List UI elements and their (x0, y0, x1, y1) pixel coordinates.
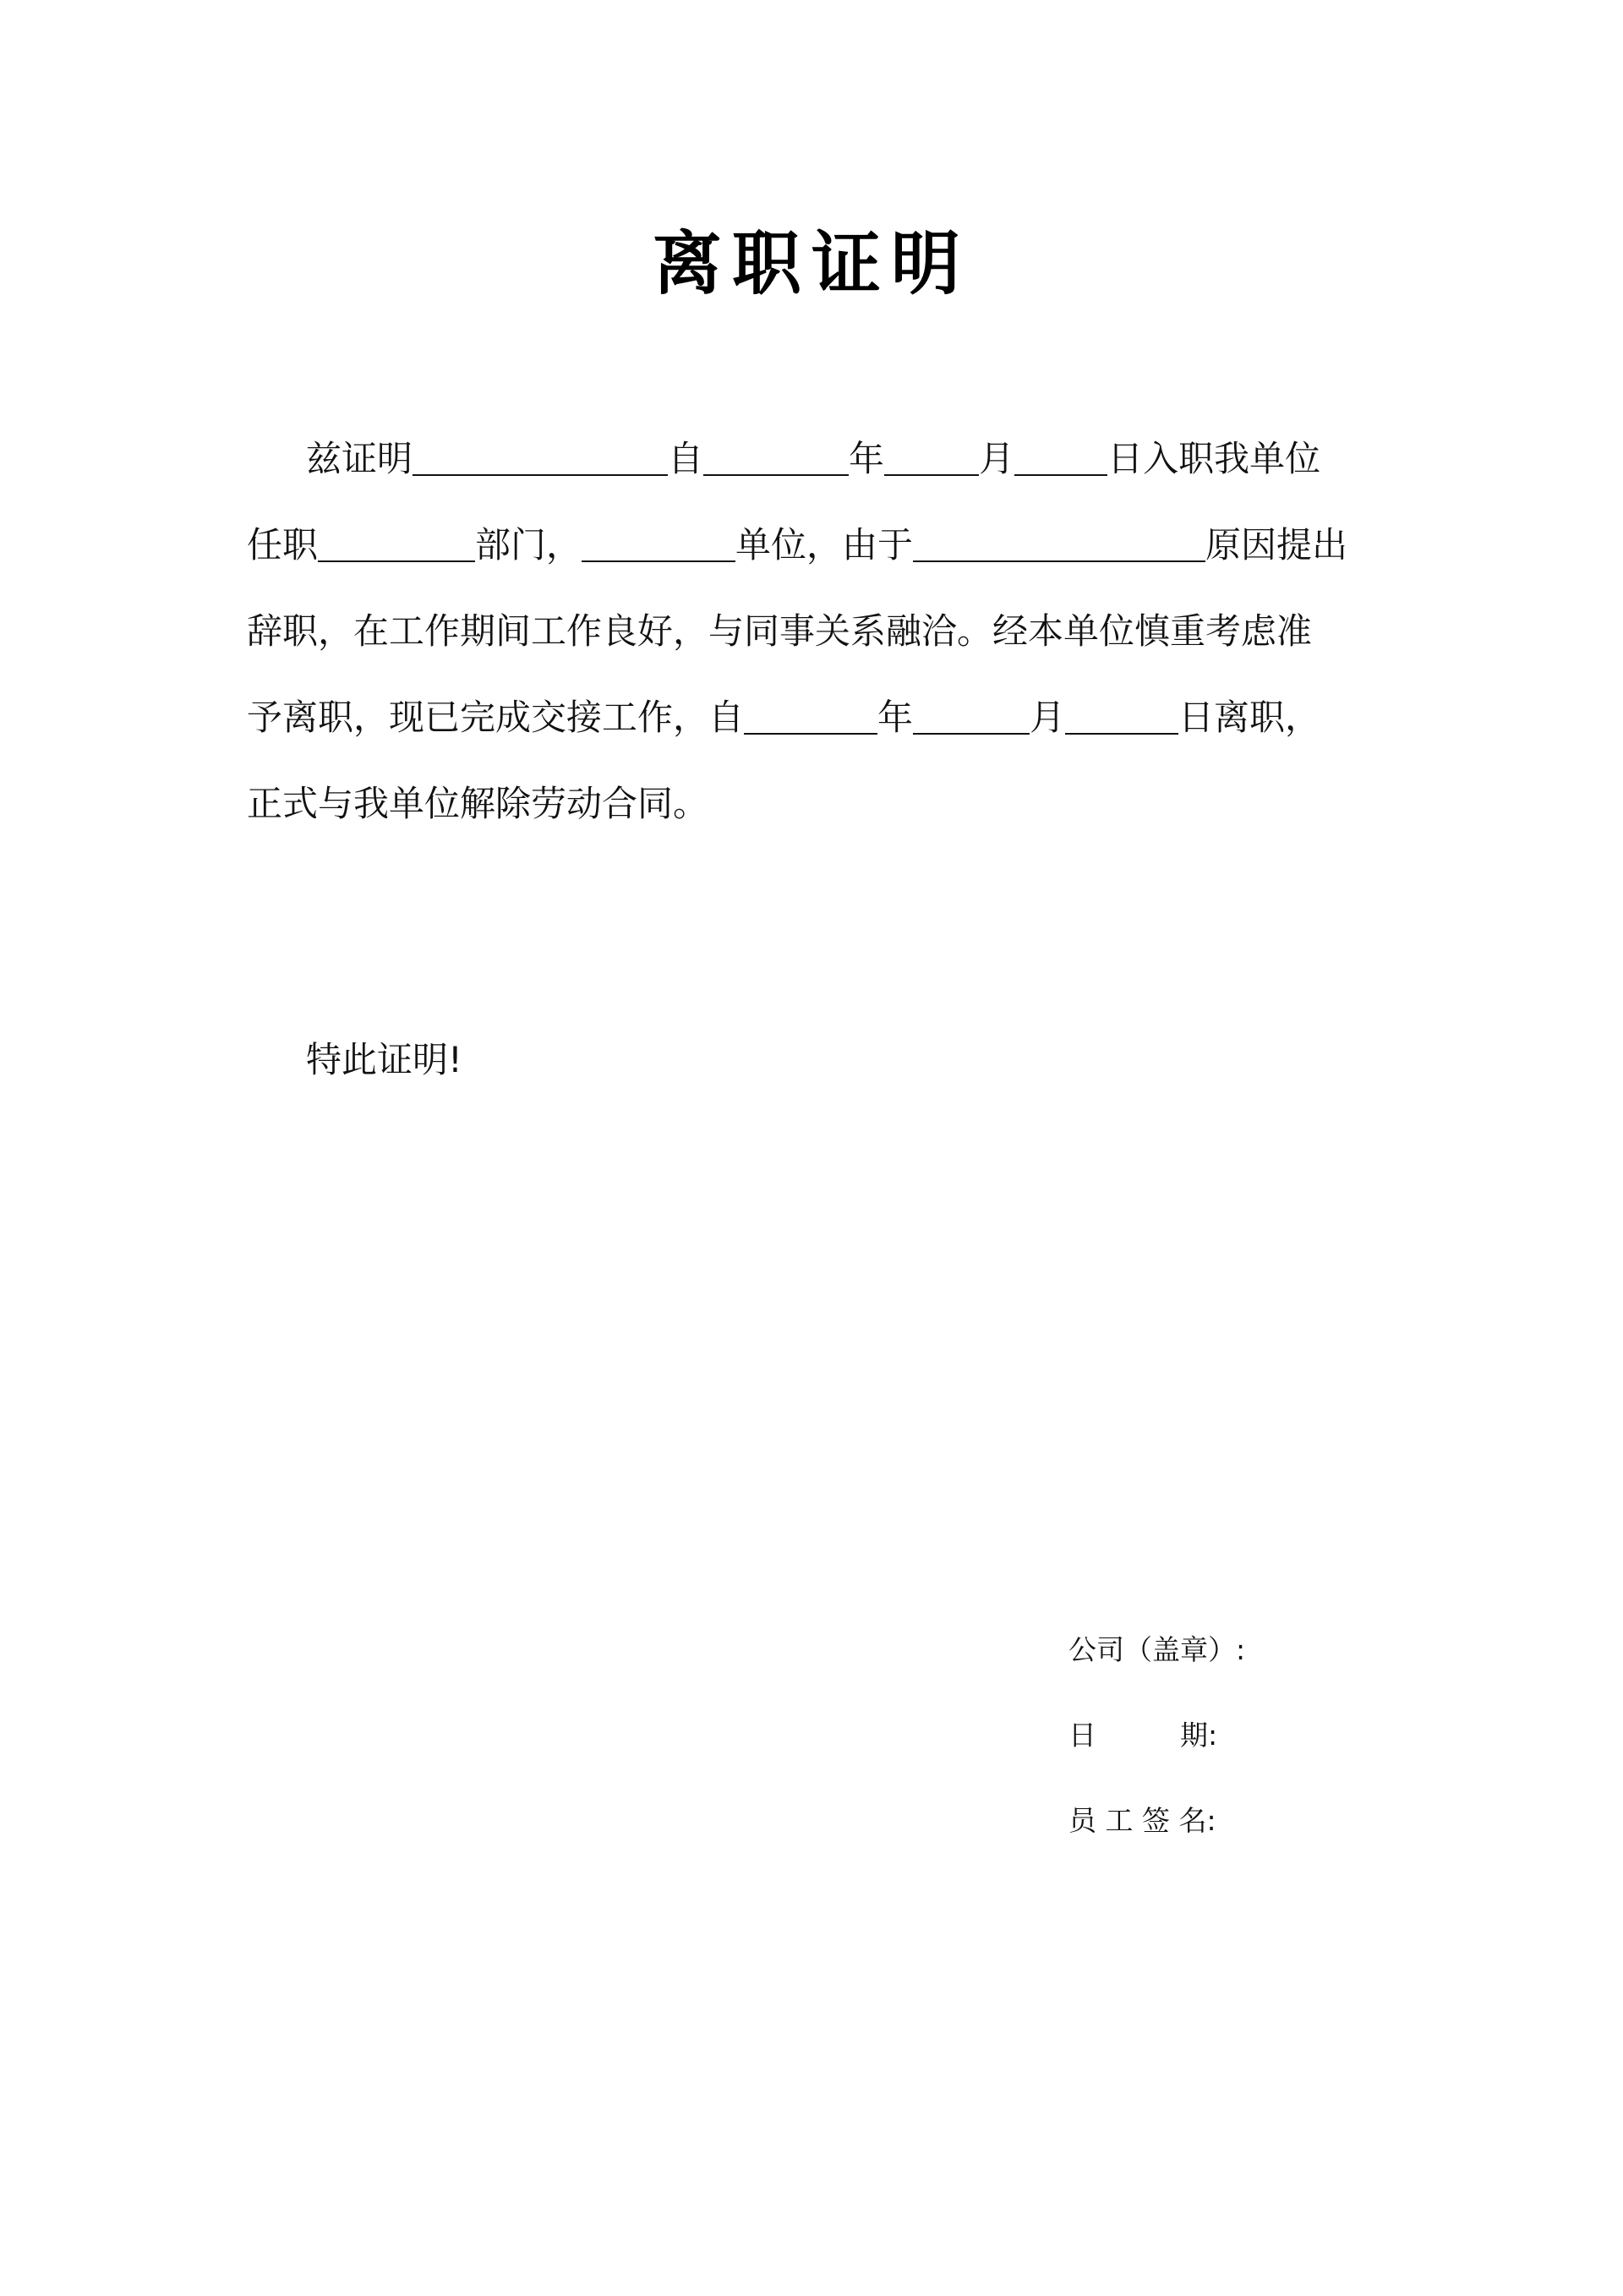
paragraph-line-3 (247, 588, 1380, 675)
document-title: 离职证明 (652, 223, 970, 304)
entry-day-blank[interactable] (1014, 440, 1107, 476)
text-segment: 正式与我单位解除劳动合同。 (247, 783, 709, 824)
text-segment: 任职 (247, 524, 319, 566)
text-segment: 月 (979, 438, 1015, 479)
reason-blank[interactable] (913, 527, 1205, 562)
text-segment: 月 (1030, 697, 1066, 738)
paragraph-line-5 (247, 761, 1380, 847)
employee-signature-label: 员 工 签 名: (1068, 1804, 1216, 1837)
entry-month-blank[interactable] (884, 440, 979, 476)
company-seal-label: 公司（盖章）: (1068, 1633, 1246, 1666)
paragraph-line-1 (247, 416, 1380, 502)
company-seal-row[interactable] (1068, 1625, 1245, 1710)
signature-block (1068, 1625, 1245, 1881)
paragraph-line-2 (247, 502, 1380, 588)
date-label: 日 期: (1068, 1719, 1218, 1752)
text-segment: 日离职， (1178, 697, 1321, 738)
leave-day-blank[interactable] (1065, 699, 1178, 735)
text-segment: 兹证明 (306, 438, 413, 479)
text-segment: 日入职我单位 (1107, 438, 1321, 479)
leave-month-blank[interactable] (913, 699, 1030, 735)
date-row[interactable] (1068, 1710, 1245, 1796)
department-blank[interactable] (318, 527, 475, 562)
entry-year-blank[interactable] (703, 440, 849, 476)
text-segment: 年 (849, 438, 885, 479)
text-segment: 自 (668, 438, 704, 479)
text-segment: 年 (877, 697, 914, 738)
certificate-paragraph (247, 416, 1380, 847)
paragraph-line-4 (247, 675, 1380, 761)
unit-blank[interactable] (582, 527, 735, 562)
text-segment: 予离职，现已完成交接工作，自 (247, 697, 745, 738)
text-segment: 辞职，在工作期间工作良好，与同事关系融洽。经本单位慎重考虑准 (247, 610, 1313, 652)
text-segment: 单位，由于 (735, 524, 914, 566)
employee-signature-row[interactable] (1068, 1796, 1245, 1881)
text-segment: 原因提出 (1205, 524, 1348, 566)
text-segment: 部门， (475, 524, 582, 566)
leave-year-blank[interactable] (744, 699, 877, 735)
closing-statement: 特此证明! (306, 1039, 462, 1080)
employee-name-blank[interactable] (413, 440, 668, 476)
